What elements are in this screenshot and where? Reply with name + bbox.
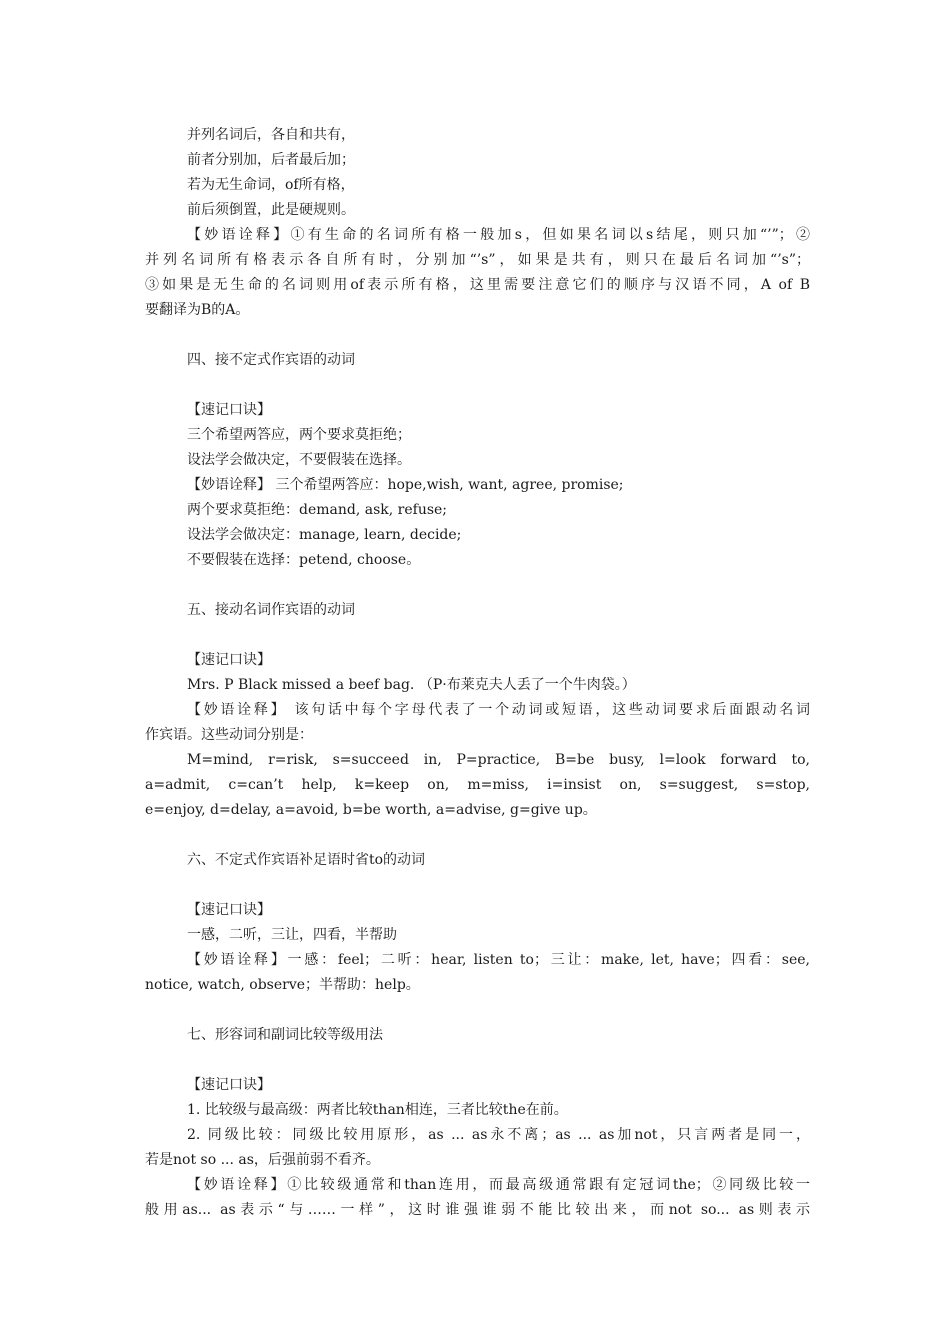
text-line: 【速记口诀】 <box>187 652 271 668</box>
text-line: 【妙语诠释】 该句话中每个字母代表了一个动词或短语，这些动词要求后面跟动名词 <box>187 702 810 718</box>
text-line: notice, watch, observe；半帮助：help。 <box>145 977 420 993</box>
document-body <box>145 123 810 1223</box>
text-line: 【妙语诠释】①有生命的名词所有格一般加s，但如果名词以s结尾，则只加“’”；② <box>187 227 810 243</box>
text-line: 五、接动名词作宾语的动词 <box>187 602 355 618</box>
blank-line <box>145 823 810 848</box>
text-line: 若是not so ... as，后强前弱不看齐。 <box>145 1152 380 1168</box>
text-line: 一感，二听，三让，四看，半帮助 <box>187 927 397 943</box>
blank-line <box>145 1048 810 1073</box>
blank-line <box>145 373 810 398</box>
text-line: 【妙语诠释】①比较级通常和than连用，而最高级通常跟有定冠词the；②同级比较一 <box>187 1177 810 1193</box>
text-line: M=mind, r=risk, s=succeed in, P=practice, B=be busy, l=look forward to, <box>187 752 810 768</box>
text-line: 六、不定式作宾语补足语时省to的动词 <box>187 852 426 868</box>
text-line: 并列名词所有格表示各自所有时，分别加“’s”，如果是共有，则只在最后名词加“’s”； <box>145 252 810 268</box>
text-line: 若为无生命词，of所有格， <box>187 177 355 193</box>
text-line: 七、形容词和副词比较等级用法 <box>187 1027 383 1043</box>
text-line: 三个希望两答应，两个要求莫拒绝； <box>187 427 411 443</box>
text-line: ③如果是无生命的名词则用of表示所有格，这里需要注意它们的顺序与汉语不同，A of B <box>145 277 810 293</box>
blank-line <box>145 998 810 1023</box>
text-line: 【妙语诠释】一感：feel；二听：hear, listen to；三让：make, let, have；四看：see, <box>187 952 810 968</box>
text-line: 设法学会做决定：manage, learn, decide; <box>187 527 462 543</box>
text-line: 【速记口诀】 <box>187 1077 271 1093</box>
text-line: 2. 同级比较：同级比较用原形，as ... as永不离；as ... as加not，只言两者是同一， <box>187 1127 810 1143</box>
text-line: 1. 比较级与最高级：两者比较than相连，三者比较the在前。 <box>187 1102 568 1118</box>
text-line: 【速记口诀】 <box>187 902 271 918</box>
blank-line <box>145 573 810 598</box>
text-line: 前后须倒置，此是硬规则。 <box>187 202 355 218</box>
text-line: 【速记口诀】 <box>187 402 271 418</box>
blank-line <box>145 873 810 898</box>
text-line: 并列名词后，各自和共有， <box>187 127 355 143</box>
text-line: e=enjoy, d=delay, a=avoid, b=be worth, a=advise, g=give up。 <box>145 802 597 818</box>
text-line: 前者分别加，后者最后加； <box>187 152 355 168</box>
text-line: 两个要求莫拒绝：demand, ask, refuse; <box>187 502 448 518</box>
text-line: 不要假装在选择：petend, choose。 <box>187 552 421 568</box>
text-line: 四、接不定式作宾语的动词 <box>187 352 355 368</box>
text-line: a=admit, c=can’t help, k=keep on, m=miss, i=insist on, s=suggest, s=stop, <box>145 777 810 793</box>
text-line: 要翻译为B的A。 <box>145 302 250 318</box>
text-line: 作宾语。这些动词分别是： <box>145 727 313 743</box>
text-line: Mrs. P Black missed a beef bag. （P·布莱克夫人丢了一个牛肉袋。） <box>187 677 636 693</box>
text-line: 般用as... as表示“与……一样”，这时谁强谁弱不能比较出来，而not so... as则表示 <box>145 1202 810 1218</box>
text-line: 设法学会做决定，不要假装在选择。 <box>187 452 411 468</box>
blank-line <box>145 323 810 348</box>
blank-line <box>145 623 810 648</box>
text-line: 【妙语诠释】 三个希望两答应：hope,wish, want, agree, promise; <box>187 477 624 493</box>
